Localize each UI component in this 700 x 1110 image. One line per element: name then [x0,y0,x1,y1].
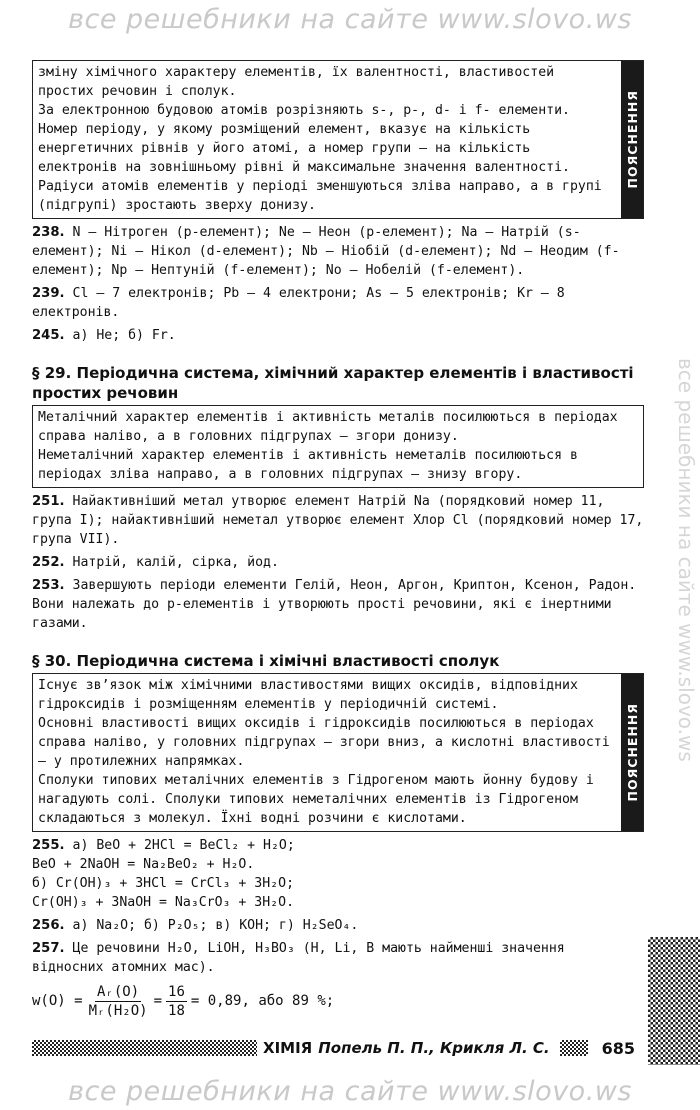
answer-text: N — Нітроген (p-елемент); Ne — Неон (p-елемент); Na — Натрій (s-елемент); Ni — Нікол (d-елемент); Nb — Ніобій (d-елемент); Nd — Неодим (f-елемент); Np — Нептуній (f-елемент); No — Нобелій (f-елемент). [32,225,620,278]
answer-255 [32,836,644,912]
sidebar-label: ПОЯСНЕННЯ [624,90,640,189]
explanation-box-30 [32,673,644,832]
answer-251 [32,492,644,549]
page-content [32,60,644,1020]
explanation-box-29 [32,405,644,488]
footer-pattern-left [32,1040,257,1056]
answer-text: а) He; б) Fr. [72,328,176,343]
mass-fraction-formula [32,983,644,1020]
fraction-numerator: Aᵣ(O) [97,984,140,1000]
answer-238 [32,223,644,280]
fraction-denominator: Mᵣ(H₂O) [88,1003,148,1019]
answer-text: Завершують періоди елементи Гелій, Неон, Аргон, Криптон, Ксенон, Радон. Вони належать до p-елементів і утворюють прості речовини, які є інертними газами. [32,578,637,631]
fraction-numerator: 16 [168,984,185,1000]
equals-sign: = [153,993,163,1009]
box29-line: Неметалічний характер елементів і активність неметалів посилюються в періодах зліва направо, а в головних підгрупах — знизу вгору. [38,448,578,482]
equation-line: а) BeO + 2HCl = BeCl₂ + H₂O; [72,838,295,853]
answer-number: 252. [32,555,65,570]
footer-pattern-right [560,1040,588,1056]
box30-line: Основні властивості вищих оксидів і гідроксидів посилюються в періодах справа наліво, у головних підгрупах — згори вниз, а кислотні властивості — у протилежних напрямках. [38,716,610,769]
answer-number: 255. [32,838,65,853]
box1-line: зміну хімічного характеру елементів, їх валентності, властивостей простих речовин і сполук. [38,65,555,99]
answer-256 [32,916,644,935]
answer-text: а) Na₂O; б) P₂O₅; в) KOH; г) H₂SeO₄. [72,918,359,933]
answer-number: 253. [32,578,65,593]
answer-number: 239. [32,286,65,301]
answer-text: Це речовини H₂O, LiOH, H₃BO₃ (H, Li, B мають найменші значення відносних атомних мас). [32,941,565,975]
section-29-title: § 29. Періодична система, хімічний характер елементів і властивості простих речовин [32,364,634,402]
fraction-denominator: 18 [168,1003,185,1019]
box1-line: Номер періоду, у якому розміщений елемент, вказує на кількість енергетичних рівнів у його атомі, а номер групи — на кількість електронів на зовнішньому рівні й максимальне значення валентності. [38,122,570,175]
equation-line: б) Cr(OH)₃ + 3HCl = CrCl₃ + 3H₂O; [32,876,295,891]
answer-239 [32,284,644,322]
formula-lhs: w(O) = [32,993,83,1009]
explanation-sidebar [621,61,643,218]
box1-line: Радіуси атомів елементів у періоді зменшуються зліва направо, а в групі (підгрупі) зростають зверху донизу. [38,179,602,213]
answer-number: 238. [32,225,65,240]
decorative-checker-pattern [648,937,700,1065]
page-number: 685 [601,1038,635,1058]
answer-number: 251. [32,494,65,509]
equation-line: Cr(OH)₃ + 3NaOH = Na₃CrO₃ + 3H₂O. [32,895,295,910]
equation-line: BeO + 2NaOH = Na₂BeO₂ + H₂O. [32,857,255,872]
box30-line: Існує зв’язок між хімічними властивостями вищих оксидів, відповідних гідроксидів і розміщенням елементів у періодичній системі. [38,678,578,712]
fraction-symbolic [87,983,150,1020]
answer-252 [32,553,644,572]
box30-line: Сполуки типових металічних елементів з Гідрогеном мають йонну будову і нагадують солі. Сполуки типових неметалічних елементів із Гідрогеном складаються з молекул. Їхні водні розчини є кислотами. [38,773,594,826]
watermark-banner-top: все решебники на сайте www.slovo.ws [68,4,632,35]
formula-rhs: = 0,89, або 89 %; [190,993,335,1009]
answer-257 [32,939,644,977]
box29-line: Металічний характер елементів і активність металів посилюються в періодах справа наліво, а в головних підгрупах — згори донизу. [38,410,618,444]
answer-253 [32,576,644,633]
explanation-sidebar [621,674,643,831]
answer-text: Найактивніший метал утворює елемент Натрій Na (порядковий номер 11, група I); найактивніший неметал утворює елемент Хлор Cl (порядковий номер 17, група VII). [32,494,644,547]
section-30-title: § 30. Періодична система і хімічні властивості сполук [32,652,500,670]
answer-text: Натрій, калій, сірка, йод. [72,555,279,570]
answer-245 [32,326,644,345]
answer-text: Cl — 7 електронів; Pb — 4 електрони; As — 5 електронів; Kr — 8 електронів. [32,286,565,320]
answer-number: 257. [32,941,65,956]
watermark-side: все решебники на сайте www.slovo.ws [674,358,698,762]
footer-subject: ХІМІЯ [263,1039,313,1057]
footer-authors: Попель П. П., Крикля Л. С. [318,1039,550,1057]
watermark-banner-bottom: все решебники на сайте www.slovo.ws [68,1076,632,1107]
page-footer [32,1035,644,1061]
explanation-box-1 [32,60,644,219]
sidebar-label: ПОЯСНЕННЯ [624,703,640,802]
answer-number: 245. [32,328,65,343]
answer-number: 256. [32,918,65,933]
fraction-numeric [166,983,187,1020]
box1-line: За електронною будовою атомів розрізняють s-, p-, d- і f- елементи. [38,103,570,118]
